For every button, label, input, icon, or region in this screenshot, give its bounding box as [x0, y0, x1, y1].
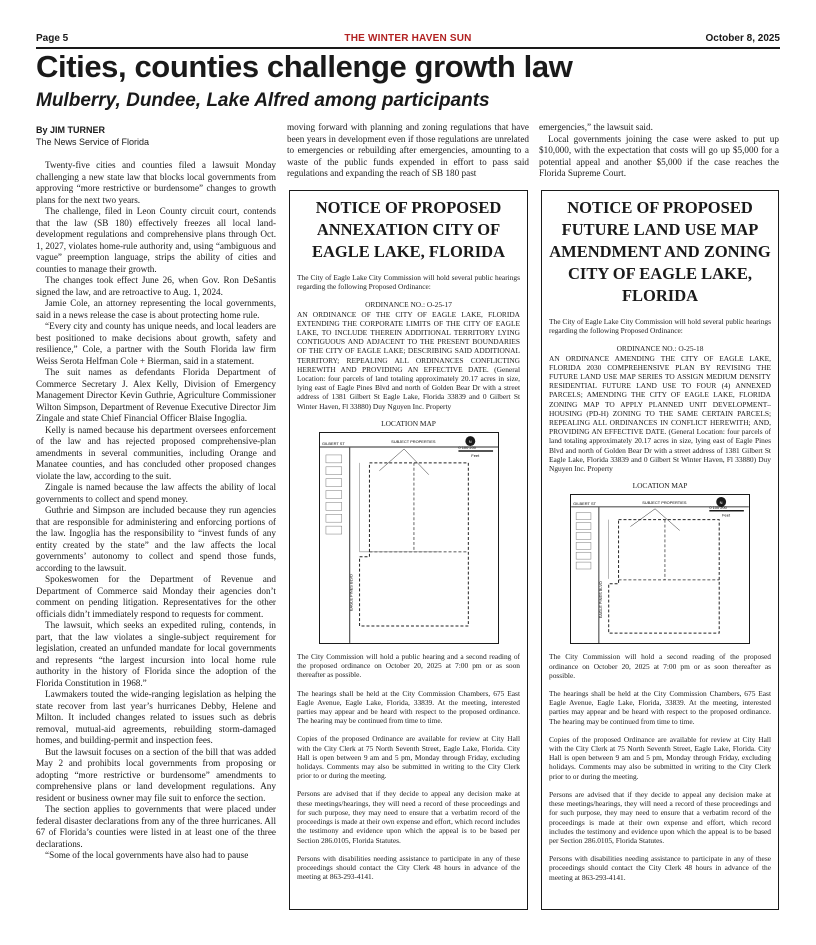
map-subject-label: SUBJECT PROPERTIES	[642, 500, 687, 506]
notice-hearing: The City Commission will hold a public hearing and a second reading of the proposed ordinance on October 20, 2025 at 7:00 pm or as soon thereafter as possible.	[297, 652, 520, 680]
ordinance-number: ORDINANCE NO.: O-25-17	[365, 300, 452, 310]
north-arrow-letter: N	[719, 500, 723, 506]
article-paragraph: Zingale is named because the law affects the ability of local governments to collect and spend money.	[36, 482, 276, 504]
location-map	[319, 432, 499, 644]
article-paragraph: “Every city and county has unique needs, and local leaders are best positioned to make decisions about growth, safety and resilience,” Cole, a partner with the South Florida law firm Weiss Serota Helfman Cole + Bierman, said in a statement.	[36, 321, 276, 366]
ordinance-text: AN ORDINANCE AMENDING THE CITY OF EAGLE LAKE, FLORIDA 2030 COMPREHENSIVE PLAN BY REVISING THE FUTURE LAND USE MAP SERIES TO ASSIGN MEDIUM DENSITY RESIDENTIAL FUTURE LAND USE TO FOUR (4) ANNEXED PARCELS; AMENDING THE CITY OF EAGLE LAKE, FLORIDA ZONING MAP TO APPLY PLANNED UNIT DEVELOPMENT–HOUSING (PD-H) ZONING TO THE SAME CERTAIN PARCELS; REPEALING ALL ORDINANCES IN CONFLICT HEREWITH; AND, PROVIDING AN EFFECTIVE DATE. (General Location: four parcels of land totaling approximately 20.17 acres in size, lying east of Eagle Pines Blvd and north of Golden Bear Dr with a street address of 1381 Gilbert St Eagle Lake, Florida 33839 and 0 Gilbert St Winter Haven, Fl 33880) Duy Nguyen Inc. Property	[549, 353, 771, 474]
article-paragraph: Twenty-five cities and counties filed a lawsuit Monday challenging a new state law that blocks local governments from approving “more restrictive or burdensome” changes to growth plans for the next two years.	[36, 160, 276, 205]
issue-date: October 8, 2025	[705, 33, 780, 44]
article-column-1	[36, 160, 276, 910]
headline: Cities, counties challenge growth law	[36, 49, 573, 84]
legal-notice-annexation	[289, 190, 528, 910]
newspaper-name: THE WINTER HAVEN SUN	[344, 33, 472, 44]
article-paragraph: Local governments joining the case were asked to put up $10,000, with the expectation that costs will go up $5,000 for a potential appeal and another $5,000 if the case reaches the Florida Supreme Court.	[539, 133, 779, 178]
notice-intro: The City of Eagle Lake City Commission will hold several public hearings regarding the following Proposed Ordinance:	[549, 317, 771, 336]
notice-appeal: Persons are advised that if they decide to appeal any decision make at these meetings/hearings, they will need a record of these proceedings and for such purpose, they may need to ensure that a verbatim record of the proceedings is made at their own expense and effort, which record includes the testimony and evidence upon which the appeal is to be based per Section 286.0105, Florida Statutes.	[297, 789, 520, 845]
news-source: The News Service of Florida	[36, 137, 150, 147]
ordinance-number: ORDINANCE NO.: O-25-18	[616, 344, 704, 354]
notice-disability: Persons with disabilities needing assistance to participate in any of these proceedings should contact the City Clerk 48 hours in advance of the meeting at 863-293-4141.	[549, 854, 771, 882]
article-paragraph: Kelly is named because his department oversees enforcement of the law and has rejected proposed comprehensive-plan amendments in several communities, including Orange and Manatee counties, and has concluded other proposed changes violate the law, according to the suit.	[36, 424, 276, 481]
article-column-3	[539, 122, 779, 184]
notice-intro: The City of Eagle Lake City Commission will hold several public hearings regarding the following Proposed Ordinance:	[297, 273, 520, 292]
map-background	[320, 433, 498, 643]
article-paragraph: Jamie Cole, an attorney representing the local governments, said in a news release the case is about protecting home rule.	[36, 298, 276, 320]
notice-appeal: Persons are advised that if they decide to appeal any decision make at these meetings/hearings, they will need a record of these proceedings and for such purpose, they may need to ensure that a verbatim record of the proceedings is made at their own expense and effort, which record includes the testimony and evidence upon which the appeal is to be based per Section 286.0105, Florida Statutes.	[549, 789, 771, 845]
map-street-label: GILBERT ST	[321, 441, 345, 447]
article-paragraph: The suit names as defendants Florida Department of Commerce Secretary J. Alex Kelly, Division of Emergency Management Director Kevin Guthrie, Agriculture Commissioner Wilton Simpson, Department of Revenue Executive Director Jim Zingale and state Chief Financial Officer Blaise Ingoglia.	[36, 367, 276, 423]
map-scale-unit: Feet	[722, 513, 731, 519]
notice-disability: Persons with disabilities needing assistance to participate in any of these proceedings should contact the City Clerk 48 hours in advance of the meeting at 863-293-4141.	[297, 853, 520, 882]
notice-location: The hearings shall be held at the City Commission Chambers, 675 East Eagle Avenue, Eagle Lake, Florida, 33839. At the meeting, interested parties may appear and be heard with respect to the proposed ordinance. The hearing may be continued from time to time.	[549, 689, 771, 726]
page-number: Page 5	[36, 33, 69, 44]
notice-location: The hearings shall be held at the City Commission Chambers, 675 East Eagle Avenue, Eagle Lake, Florida, 33839. At the meeting, interested parties may appear and be heard with respect to the proposed ordinance. The hearing may be continued from time to time.	[297, 688, 520, 726]
map-scale: 0 100 200	[709, 505, 727, 511]
location-map	[570, 494, 750, 644]
ordinance-text: AN ORDINANCE OF THE CITY OF EAGLE LAKE, FLORIDA EXTENDING THE CORPORATE LIMITS OF THE CITY OF EAGLE LAKE, TO INCLUDE THEREIN ADDITIONAL TERRITORY LYING CONTIGUOUS AND ADJACENT TO THE PRESENT BOUNDARIES OF THE CITY OF EAGLE LAKE; DESCRIBING SAID ADDITIONAL TERRITORY; REPEALING ALL ORDINANCES CONFLICTING HEREWITH AND PROVIDING AN EFFECTIVE DATE. (General Location: four parcels of land totaling approximately 20.17 acres in size, lying east of Eagle Pines Blvd and north of Golden Bear Dr with a street address of 1381 Gilbert St Eagle Lake, Florida 33839 and 0 Gilbert St Winter Haven, Fl 33880) Duy Nguyen Inc. Property	[297, 309, 520, 411]
legal-notice-land-use	[541, 190, 779, 910]
notice-title: NOTICE OF PROPOSED FUTURE LAND USE MAP AMENDMENT AND ZONING CITY OF EAGLE LAKE, FLORIDA	[549, 198, 771, 305]
article-paragraph: The changes took effect June 26, when Gov. Ron DeSantis signed the law, and are retroactive to Aug. 1, 2024.	[36, 275, 276, 297]
location-map-label: LOCATION MAP	[632, 481, 688, 491]
byline	[36, 124, 149, 148]
notice-hearing: The City Commission will hold a second reading of the proposed ordinance on October 20, 2025 at 7:00 pm or as soon thereafter as possible.	[549, 652, 771, 680]
author: By JIM TURNER	[36, 125, 106, 135]
map-street-label: GILBERT ST	[573, 501, 597, 507]
article-column-2	[287, 122, 529, 184]
notice-title: NOTICE OF PROPOSED ANNEXATION CITY OF EAGLE LAKE, FLORIDA	[312, 198, 505, 261]
article-paragraph: But the lawsuit focuses on a section of the bill that was added May 2 and prohibits local governments from proposing or adopting “more restrictive or burdensome” amendments to comprehensive plans or land development regulations. Any resident or business owner may file suit to enforce the section.	[36, 746, 276, 803]
article-continuation: moving forward with planning and zoning regulations that have been years in development even if those regulations are unrelated to emergencies or rebuilding after emergencies, amounting to a waste of the public funds expended in effort to pass said regulations and expanding the reach of SB 180 past	[287, 122, 529, 178]
map-subject-label: SUBJECT PROPERTIES	[390, 439, 435, 445]
notice-copies: Copies of the proposed Ordinance are available for review at City Hall with the City Clerk at 75 North Seventh Street, Eagle Lake, Florida. City Hall is open between 9 am and 5 pm, Monday through Friday, excluding holidays. Comments may also be submitted in writing to the City Clerk prior to or during the meeting.	[297, 734, 520, 781]
article-continuation: emergencies,” the lawsuit said.	[539, 122, 653, 132]
article-paragraph: “Some of the local governments have also had to pause	[45, 850, 249, 860]
article-paragraph: The section applies to governments that were placed under federal disaster declarations from any of the three hurricanes. All 67 of Florida’s counties were listed in at least one of the three declarations.	[36, 804, 276, 849]
location-map-label: LOCATION MAP	[381, 418, 436, 428]
article-paragraph: Spokeswomen for the Department of Revenue and Department of Commerce said Monday their agencies don’t comment on pending litigation. Representatives for the other officials didn’t immediately respond to requests for comment.	[36, 574, 276, 619]
article-paragraph: The challenge, filed in Leon County circuit court, contends that the law (SB 180) effectively freezes all local land-development regulations and comprehensive plans through Oct. 1, 2027, violates home-rule authority and, using “ambiguous and vague” preemption language, strips the ability of cities and counties to manage their growth.	[36, 206, 276, 274]
masthead	[36, 33, 780, 47]
article-paragraph: Lawmakers touted the wide-ranging legislation as helping the state recover from last year’s hurricanes Debby, Helene and Milton. It included changes related to issues such as debris removal, mutual-aid agreements, rebuilding storm-damaged homes, and building-permit and inspection fees.	[36, 689, 276, 745]
subheadline: Mulberry, Dundee, Lake Alfred among participants	[36, 90, 490, 111]
map-scale-unit: Feet	[470, 452, 479, 458]
article-paragraph: Guthrie and Simpson are included because they run agencies that are responsible for administering and enforcing portions of the law. Ingoglia has the responsibility to “invest funds of any entity created by the state” and the law affects the local governments’ autonomy to collect and spend those funds, according to the lawsuit.	[36, 505, 276, 573]
map-street-label: EAGLE PINES BLVD	[597, 581, 603, 619]
map-street-label: EAGLE PINES BLVD	[348, 574, 354, 612]
map-scale: 0 100 200	[457, 445, 476, 451]
article-paragraph: The lawsuit, which seeks an expedited ruling, contends, in part, that the law violates a single-subject requirement for legislation, created an unfunded mandate for local governments and represents “the largest incursion into local home rule authority in the history of Florida since the adoption of the Florida Constitution in 1968.”	[36, 620, 276, 688]
north-arrow-letter: N	[468, 439, 472, 445]
notice-copies: Copies of the proposed Ordinance are available for review at City Hall with the City Clerk at 75 North Seventh Street, Eagle Lake, Florida. City Hall is open between 9 am and 5 pm, Monday through Friday, excluding holidays. Comments may also be submitted in writing to the City Clerk prior to or during the meeting.	[549, 734, 771, 781]
